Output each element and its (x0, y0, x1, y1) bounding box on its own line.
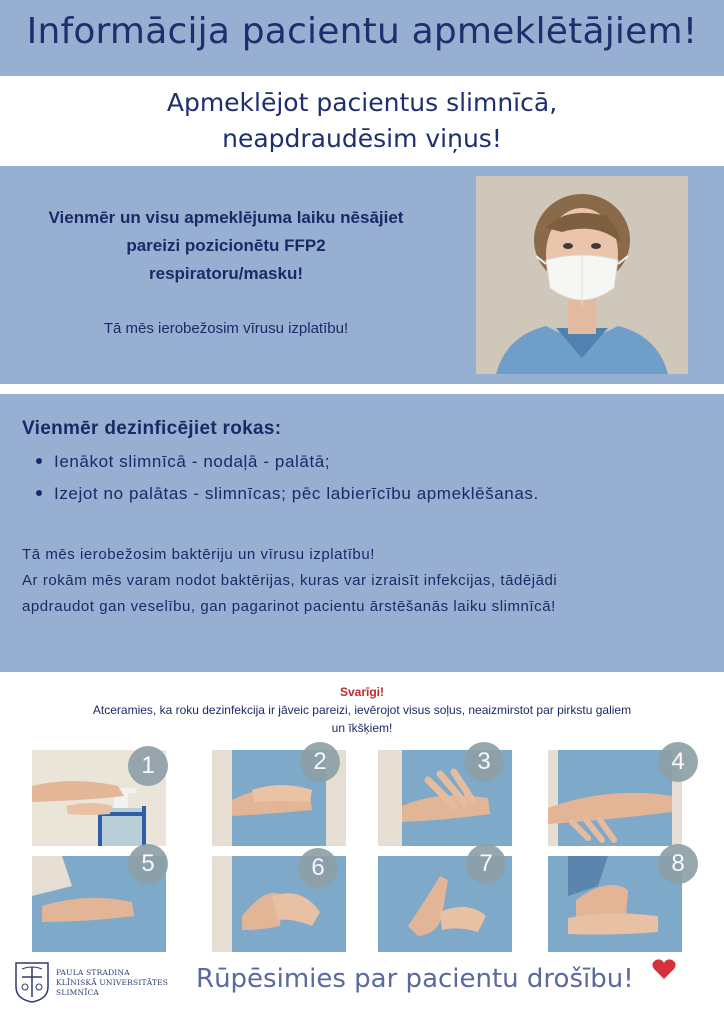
step-number: 3 (464, 742, 504, 782)
mask-instruction-line-1: Vienmēr un visu apmeklējuma laiku nēsājiet (48, 208, 404, 227)
subtitle-line-2: neapdraudēsim viņus! (222, 124, 502, 153)
important-label: Svarīgi! (339, 685, 384, 699)
step-3-photo (378, 750, 512, 846)
hands-paragraph-line-1: Tā mēs ierobežosim baktēriju un vīrusu izplatību! (22, 546, 375, 563)
nurse-with-mask-photo (476, 176, 688, 374)
footer-slogan: Rūpēsimies par pacientu drošību! (196, 964, 634, 994)
step-8-photo (548, 850, 685, 952)
step-6-photo (212, 856, 346, 952)
mask-instruction-line-2: pareizi pozicionētu FFP2 (126, 236, 326, 255)
mask-note: Tā mēs ierobežosim vīrusu izplatību! (103, 320, 349, 337)
step-number: 7 (466, 844, 506, 884)
step-4-photo (548, 748, 685, 846)
step-number: 4 (658, 742, 698, 782)
step-1-photo (32, 750, 166, 846)
hands-paragraph-line-3: apdraudot gan veselību, gan pagarinot pacientu ārstēšanās laiku slimnīcā! (22, 598, 556, 615)
logo-text-line-1: PAULA STRADIŅA (56, 968, 130, 977)
list-item (36, 484, 539, 504)
step-number: 6 (298, 848, 338, 888)
hands-title: Vienmēr dezinficējiet rokas: (22, 418, 282, 439)
page-title: Informācija pacientu apmeklētājiem! (26, 11, 698, 52)
list-item-text: Ienākot slimnīcā - nodaļā - palātā; (54, 452, 331, 471)
subtitle-line-1: Apmeklējot pacientus slimnīcā, (166, 88, 558, 117)
bullet-dot (36, 458, 42, 464)
heart-icon (652, 958, 676, 980)
list-item-text: Izejot no palātas - slimnīcas; pēc labierīcību apmeklēšanas. (54, 484, 539, 503)
step-2-photo (212, 750, 346, 846)
step-7-photo (378, 850, 512, 952)
step-number: 2 (300, 742, 340, 782)
hospital-logo (14, 961, 50, 1003)
step-number: 1 (128, 746, 168, 786)
bullet-dot (36, 490, 42, 496)
reminder-line-2: un īkšķiem! (331, 721, 393, 735)
reminder-line-1: Atceramies, ka roku dezinfekcija ir jāveic pareizi, ievērojot visus soļus, neaizmirstot par pirkstu galiem (92, 703, 632, 717)
step-5-photo (32, 850, 166, 952)
logo-text-line-2: KLĪNISKĀ UNIVERSITĀTES (56, 978, 169, 987)
step-number: 5 (128, 844, 168, 884)
list-item (36, 452, 330, 472)
logo-text-line-3: SLIMNĪCA (56, 988, 100, 997)
hands-paragraph-line-2: Ar rokām mēs varam nodot baktērijas, kuras var izraisīt infekcijas, tādējādi (22, 572, 558, 589)
step-number: 8 (658, 844, 698, 884)
mask-instruction-line-3: respiratoru/masku! (149, 264, 303, 283)
